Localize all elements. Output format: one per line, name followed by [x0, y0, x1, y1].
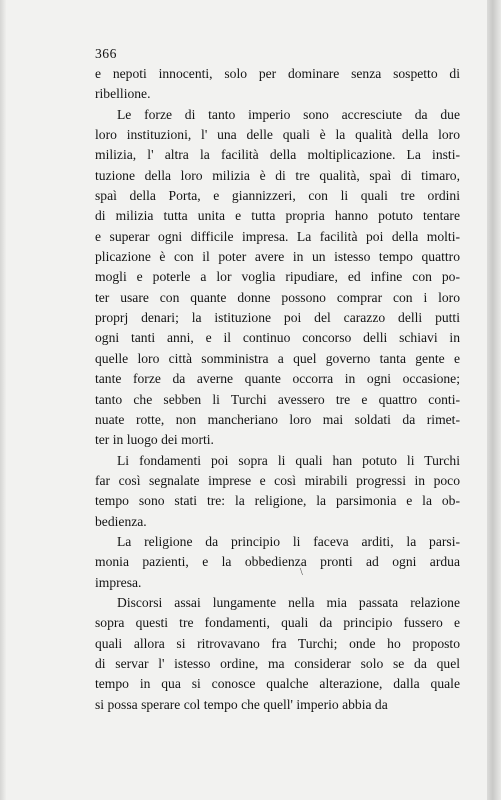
text-line: mogli e poterle a lor voglia ripudiare, ed infine con po- — [95, 269, 460, 285]
paragraph — [95, 451, 460, 532]
text-line: impresa. — [95, 574, 142, 590]
text-line: ter in luogo dei morti. — [95, 432, 214, 448]
text-line: nuate rotte, non mancheriano loro mai soldati da rimet- — [95, 411, 460, 427]
text-line: e nepoti innocenti, solo per dominare senza sospetto di — [95, 66, 460, 81]
text-line: quali allora si ritrovavano fra Turchi; onde ho proposto — [95, 635, 460, 651]
text-line: Le forze di tanto imperio sono accresciute da due — [117, 106, 460, 122]
text-line: far così segnalate imprese e così mirabili progressi in poco — [95, 472, 460, 488]
text-line: monia pazienti, e la obbedienza pronti ad ogni ardua — [95, 554, 460, 570]
text-line: sopra questi tre fondamenti, quali da principio fussero e — [95, 615, 460, 631]
text-line: ter usare con quante donne possono comprar con i loro — [95, 289, 460, 305]
text-line: tanto che sebben li Turchi avessero tre e quattro conti- — [95, 391, 460, 407]
text-line: proprj denari; la istituzione poi del carazzo delli putti — [95, 310, 460, 326]
stray-ink-mark: \ — [300, 567, 303, 578]
paragraph — [95, 64, 460, 105]
text-line: plicazione è con il poter avere in un istesso tempo quattro — [95, 249, 460, 265]
paragraph — [95, 532, 460, 593]
text-line: tante forze da averne quante occorra in ogni occasione; — [95, 371, 460, 387]
text-line: ribellione. — [95, 86, 151, 102]
page-number: 366 — [95, 46, 117, 61]
text-line: milizia, l' altra la facilità della moltiplicazione. La insti- — [95, 147, 460, 163]
text-line: Discorsi assai lungamente nella mia passata relazione — [117, 594, 460, 610]
text-line: tuzione della loro milizia è di tre qualità, spaì di timaro, — [95, 167, 460, 183]
text-line: La religione da principio li faceva arditi, la parsi- — [117, 533, 460, 549]
text-line: spaì della Porta, e giannizzeri, con li quali tre ordini — [95, 188, 460, 204]
text-line: loro instituzioni, l' una delle quali è la qualità della loro — [95, 127, 460, 143]
page-gutter-shadow — [0, 0, 6, 800]
page-edge-shadow — [487, 0, 501, 800]
text-line: di milizia tutta unita e tutta propria hanno potuto tentare — [95, 208, 460, 224]
text-line: si possa sperare col tempo che quell' imperio abbia da — [95, 696, 388, 712]
text-line: di servar l' istesso ordine, ma considerar solo se da quel — [95, 655, 460, 671]
text-line: quelle loro città somministra a quel governo tanta gente e — [95, 350, 460, 366]
paragraph — [95, 105, 460, 451]
text-line: tempo sono stati tre: la religione, la parsimonia e la ob- — [95, 493, 460, 509]
text-line: ogni tanti anni, e il continuo concorso delli schiavi in — [95, 330, 460, 346]
text-block — [95, 44, 460, 715]
text-line: Li fondamenti poi sopra li quali han potuto li Turchi — [117, 452, 460, 468]
text-line: tempo in qua si conosce qualche alterazione, dalla quale — [95, 676, 460, 692]
text-line: bedienza. — [95, 513, 147, 529]
body-text — [95, 64, 460, 715]
text-line: e superar ogni difficile impresa. La facilità poi della molti- — [95, 228, 460, 244]
paragraph — [95, 593, 460, 715]
